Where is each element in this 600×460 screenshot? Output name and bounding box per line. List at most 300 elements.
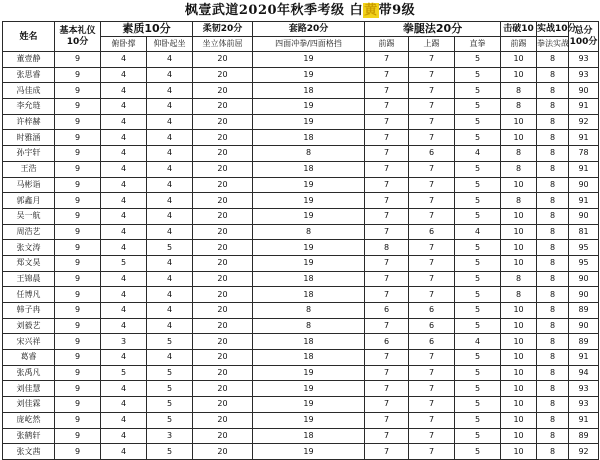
cell-pushups: 3 [101,334,147,350]
cell-strike: 10 [501,114,537,130]
cell-straight-punch: 4 [455,334,501,350]
cell-pushups: 4 [101,161,147,177]
cell-name: 任博凡 [3,287,55,303]
cell-front-kick: 7 [365,161,409,177]
cell-etiquette: 9 [55,428,101,444]
cell-rising-kick: 7 [409,271,455,287]
cell-rising-kick: 6 [409,318,455,334]
cell-rising-kick: 7 [409,130,455,146]
cell-straight-punch: 5 [455,428,501,444]
cell-situps: 4 [147,208,193,224]
header-forward-fold: 坐立体前屈 [193,37,253,52]
cell-etiquette: 9 [55,52,101,68]
cell-total: 90 [569,287,599,303]
cell-total: 91 [569,193,599,209]
cell-name: 时雅涵 [3,130,55,146]
cell-rising-kick: 7 [409,428,455,444]
cell-total: 78 [569,146,599,162]
cell-situps: 4 [147,271,193,287]
cell-flexibility: 20 [193,161,253,177]
cell-flexibility: 20 [193,146,253,162]
header-situps: 仰卧起坐 [147,37,193,52]
cell-combat: 8 [537,397,569,413]
cell-combat: 8 [537,412,569,428]
cell-combat: 8 [537,303,569,319]
cell-combat: 8 [537,271,569,287]
cell-rising-kick: 7 [409,365,455,381]
table-row [3,177,599,193]
cell-front-kick: 7 [365,177,409,193]
cell-front-kick: 7 [365,208,409,224]
header-forms: 套路20分 [253,22,365,37]
cell-pushups: 4 [101,381,147,397]
title-highlight: 黄 [364,3,378,18]
cell-pushups: 4 [101,240,147,256]
cell-name: 郑文昊 [3,255,55,271]
cell-combat: 8 [537,255,569,271]
cell-etiquette: 9 [55,99,101,115]
cell-total: 90 [569,271,599,287]
cell-front-kick: 7 [365,381,409,397]
table-row [3,287,599,303]
cell-name: 周浩艺 [3,224,55,240]
cell-front-kick: 7 [365,444,409,460]
cell-front-kick: 7 [365,130,409,146]
cell-pushups: 4 [101,428,147,444]
cell-pushups: 4 [101,99,147,115]
cell-straight-punch: 5 [455,255,501,271]
cell-combat: 8 [537,365,569,381]
cell-etiquette: 9 [55,350,101,366]
cell-etiquette: 9 [55,67,101,83]
cell-rising-kick: 7 [409,444,455,460]
cell-etiquette: 9 [55,271,101,287]
cell-etiquette: 9 [55,130,101,146]
table-row [3,318,599,334]
cell-strike: 8 [501,83,537,99]
cell-strike: 10 [501,67,537,83]
cell-pushups: 4 [101,146,147,162]
cell-rising-kick: 7 [409,83,455,99]
cell-pushups: 4 [101,397,147,413]
cell-total: 95 [569,255,599,271]
cell-front-kick: 7 [365,52,409,68]
cell-situps: 5 [147,412,193,428]
cell-flexibility: 20 [193,318,253,334]
cell-rising-kick: 7 [409,114,455,130]
cell-strike: 10 [501,428,537,444]
cell-rising-kick: 7 [409,397,455,413]
cell-pushups: 4 [101,193,147,209]
cell-total: 91 [569,99,599,115]
cell-pushups: 4 [101,444,147,460]
table-row [3,381,599,397]
cell-flexibility: 20 [193,224,253,240]
cell-forms: 19 [253,114,365,130]
table-row [3,208,599,224]
cell-flexibility: 20 [193,381,253,397]
cell-combat: 8 [537,350,569,366]
header-strike: 击破10 [501,22,537,37]
header-strike-sub: 前踢 [501,37,537,52]
cell-forms: 18 [253,271,365,287]
cell-pushups: 4 [101,83,147,99]
cell-situps: 4 [147,303,193,319]
cell-strike: 10 [501,444,537,460]
cell-etiquette: 9 [55,146,101,162]
document-title [0,1,600,21]
cell-total: 93 [569,397,599,413]
cell-name: 宋兴祥 [3,334,55,350]
cell-total: 89 [569,303,599,319]
table-row [3,99,599,115]
cell-front-kick: 7 [365,365,409,381]
cell-total: 91 [569,161,599,177]
cell-pushups: 4 [101,208,147,224]
cell-name: 葛睿 [3,350,55,366]
cell-strike: 8 [501,146,537,162]
cell-front-kick: 7 [365,318,409,334]
header-forms-sub: 四面冲拳/四面格挡 [253,37,365,52]
cell-strike: 10 [501,177,537,193]
cell-etiquette: 9 [55,193,101,209]
cell-rising-kick: 7 [409,193,455,209]
cell-flexibility: 20 [193,255,253,271]
cell-rising-kick: 7 [409,255,455,271]
cell-combat: 8 [537,428,569,444]
cell-total: 90 [569,208,599,224]
cell-combat: 8 [537,381,569,397]
cell-name: 冯佳成 [3,83,55,99]
cell-front-kick: 7 [365,67,409,83]
cell-forms: 19 [253,397,365,413]
cell-forms: 8 [253,146,365,162]
cell-forms: 19 [253,177,365,193]
cell-pushups: 4 [101,318,147,334]
cell-forms: 19 [253,412,365,428]
cell-flexibility: 20 [193,287,253,303]
cell-pushups: 5 [101,365,147,381]
cell-name: 郭鑫月 [3,193,55,209]
cell-flexibility: 20 [193,240,253,256]
cell-pushups: 4 [101,177,147,193]
cell-pushups: 4 [101,67,147,83]
cell-name: 董壹静 [3,52,55,68]
cell-total: 93 [569,381,599,397]
cell-flexibility: 20 [193,271,253,287]
cell-situps: 4 [147,146,193,162]
cell-name: 刘佳慧 [3,381,55,397]
cell-flexibility: 20 [193,444,253,460]
cell-total: 90 [569,318,599,334]
cell-front-kick: 7 [365,271,409,287]
cell-straight-punch: 5 [455,271,501,287]
table-row [3,444,599,460]
cell-pushups: 4 [101,114,147,130]
cell-flexibility: 20 [193,99,253,115]
cell-strike: 10 [501,350,537,366]
cell-situps: 4 [147,318,193,334]
cell-forms: 18 [253,287,365,303]
header-combat: 实战10分 [537,22,569,37]
cell-pushups: 4 [101,412,147,428]
cell-situps: 5 [147,240,193,256]
cell-rising-kick: 7 [409,177,455,193]
cell-front-kick: 7 [365,397,409,413]
table-row [3,255,599,271]
cell-total: 91 [569,412,599,428]
cell-strike: 10 [501,365,537,381]
table-row [3,83,599,99]
cell-etiquette: 9 [55,177,101,193]
cell-forms: 19 [253,99,365,115]
cell-combat: 8 [537,146,569,162]
cell-combat: 8 [537,240,569,256]
cell-total: 90 [569,177,599,193]
cell-forms: 18 [253,350,365,366]
table-body [3,52,599,460]
cell-flexibility: 20 [193,83,253,99]
cell-situps: 4 [147,52,193,68]
cell-total: 89 [569,428,599,444]
cell-flexibility: 20 [193,397,253,413]
cell-strike: 8 [501,271,537,287]
cell-rising-kick: 7 [409,381,455,397]
cell-flexibility: 20 [193,365,253,381]
cell-rising-kick: 7 [409,287,455,303]
cell-combat: 8 [537,193,569,209]
cell-etiquette: 9 [55,240,101,256]
cell-name: 孙宇轩 [3,146,55,162]
cell-flexibility: 20 [193,193,253,209]
cell-flexibility: 20 [193,177,253,193]
cell-situps: 5 [147,381,193,397]
cell-rising-kick: 6 [409,334,455,350]
cell-strike: 10 [501,224,537,240]
table-row [3,161,599,177]
cell-straight-punch: 5 [455,177,501,193]
cell-total: 94 [569,365,599,381]
cell-combat: 8 [537,99,569,115]
cell-name: 马彬诣 [3,177,55,193]
cell-name: 刘佳霖 [3,397,55,413]
cell-strike: 10 [501,412,537,428]
table-row [3,240,599,256]
cell-total: 92 [569,444,599,460]
cell-name: 张文涛 [3,240,55,256]
cell-straight-punch: 5 [455,287,501,303]
table-row [3,224,599,240]
cell-straight-punch: 5 [455,161,501,177]
cell-etiquette: 9 [55,397,101,413]
table-header [3,22,599,52]
cell-strike: 10 [501,334,537,350]
cell-etiquette: 9 [55,381,101,397]
cell-front-kick: 8 [365,240,409,256]
cell-straight-punch: 4 [455,146,501,162]
cell-forms: 8 [253,224,365,240]
cell-forms: 18 [253,83,365,99]
cell-rising-kick: 7 [409,67,455,83]
cell-situps: 4 [147,130,193,146]
cell-rising-kick: 7 [409,412,455,428]
cell-strike: 10 [501,318,537,334]
cell-forms: 19 [253,381,365,397]
cell-name: 张文茜 [3,444,55,460]
cell-flexibility: 20 [193,52,253,68]
cell-pushups: 4 [101,224,147,240]
cell-pushups: 4 [101,130,147,146]
cell-strike: 10 [501,397,537,413]
header-rising-kick: 上踢 [409,37,455,52]
table-row [3,303,599,319]
cell-straight-punch: 5 [455,412,501,428]
cell-combat: 8 [537,67,569,83]
cell-flexibility: 20 [193,350,253,366]
cell-front-kick: 7 [365,255,409,271]
cell-name: 庞屹然 [3,412,55,428]
cell-forms: 19 [253,52,365,68]
cell-forms: 18 [253,428,365,444]
cell-combat: 8 [537,177,569,193]
header-flexibility: 柔韧20分 [193,22,253,37]
table-row [3,146,599,162]
cell-situps: 5 [147,444,193,460]
cell-etiquette: 9 [55,83,101,99]
header-total: 总分100分 [569,22,599,52]
cell-pushups: 4 [101,52,147,68]
cell-total: 95 [569,240,599,256]
cell-situps: 4 [147,177,193,193]
cell-situps: 5 [147,397,193,413]
cell-combat: 8 [537,208,569,224]
cell-combat: 8 [537,444,569,460]
table-row [3,365,599,381]
cell-front-kick: 7 [365,146,409,162]
cell-rising-kick: 7 [409,240,455,256]
cell-strike: 10 [501,130,537,146]
cell-combat: 8 [537,114,569,130]
cell-flexibility: 20 [193,208,253,224]
cell-straight-punch: 5 [455,318,501,334]
cell-straight-punch: 5 [455,444,501,460]
cell-total: 90 [569,83,599,99]
cell-name: 许梓赫 [3,114,55,130]
cell-strike: 10 [501,255,537,271]
cell-total: 93 [569,67,599,83]
cell-etiquette: 9 [55,412,101,428]
cell-forms: 18 [253,334,365,350]
cell-situps: 4 [147,83,193,99]
cell-rising-kick: 7 [409,350,455,366]
cell-situps: 4 [147,114,193,130]
cell-front-kick: 6 [365,303,409,319]
cell-front-kick: 7 [365,83,409,99]
cell-etiquette: 9 [55,161,101,177]
title-text: 枫壹武道2020年秋季考级 白 [184,3,364,18]
table-row [3,350,599,366]
cell-name: 韩子冉 [3,303,55,319]
cell-name: 王浩 [3,161,55,177]
cell-total: 91 [569,350,599,366]
cell-front-kick: 7 [365,193,409,209]
cell-straight-punch: 5 [455,240,501,256]
cell-straight-punch: 5 [455,52,501,68]
cell-situps: 4 [147,99,193,115]
cell-situps: 3 [147,428,193,444]
cell-etiquette: 9 [55,334,101,350]
header-fitness: 素质10分 [101,22,193,37]
table-row [3,428,599,444]
table-row [3,193,599,209]
cell-name: 吴一航 [3,208,55,224]
cell-rising-kick: 7 [409,208,455,224]
cell-flexibility: 20 [193,334,253,350]
cell-strike: 8 [501,99,537,115]
cell-etiquette: 9 [55,365,101,381]
cell-front-kick: 7 [365,287,409,303]
cell-forms: 8 [253,318,365,334]
cell-combat: 8 [537,161,569,177]
score-table [2,21,599,460]
title-text-end: 带9级 [378,3,416,18]
cell-flexibility: 20 [193,114,253,130]
header-straight-punch: 直拳 [455,37,501,52]
cell-situps: 4 [147,287,193,303]
cell-strike: 10 [501,303,537,319]
cell-combat: 8 [537,130,569,146]
cell-straight-punch: 5 [455,67,501,83]
cell-etiquette: 9 [55,114,101,130]
cell-name: 王锦晨 [3,271,55,287]
header-fist-leg: 拳腿法20分 [365,22,501,37]
cell-straight-punch: 5 [455,130,501,146]
cell-straight-punch: 5 [455,208,501,224]
cell-pushups: 4 [101,271,147,287]
table-row [3,130,599,146]
cell-name: 张鹤轩 [3,428,55,444]
cell-straight-punch: 5 [455,114,501,130]
cell-front-kick: 7 [365,114,409,130]
cell-pushups: 4 [101,303,147,319]
cell-strike: 10 [501,240,537,256]
cell-etiquette: 9 [55,444,101,460]
cell-strike: 8 [501,287,537,303]
cell-rising-kick: 6 [409,146,455,162]
cell-forms: 19 [253,240,365,256]
cell-total: 92 [569,114,599,130]
cell-situps: 5 [147,334,193,350]
cell-strike: 10 [501,381,537,397]
cell-front-kick: 7 [365,412,409,428]
cell-flexibility: 20 [193,130,253,146]
cell-straight-punch: 5 [455,99,501,115]
cell-etiquette: 9 [55,318,101,334]
table-row [3,67,599,83]
table-row [3,52,599,68]
cell-straight-punch: 5 [455,397,501,413]
cell-situps: 4 [147,161,193,177]
cell-rising-kick: 6 [409,303,455,319]
cell-straight-punch: 5 [455,193,501,209]
cell-flexibility: 20 [193,303,253,319]
cell-front-kick: 7 [365,224,409,240]
cell-rising-kick: 6 [409,224,455,240]
cell-front-kick: 7 [365,428,409,444]
cell-front-kick: 7 [365,350,409,366]
table-row [3,397,599,413]
cell-forms: 18 [253,130,365,146]
